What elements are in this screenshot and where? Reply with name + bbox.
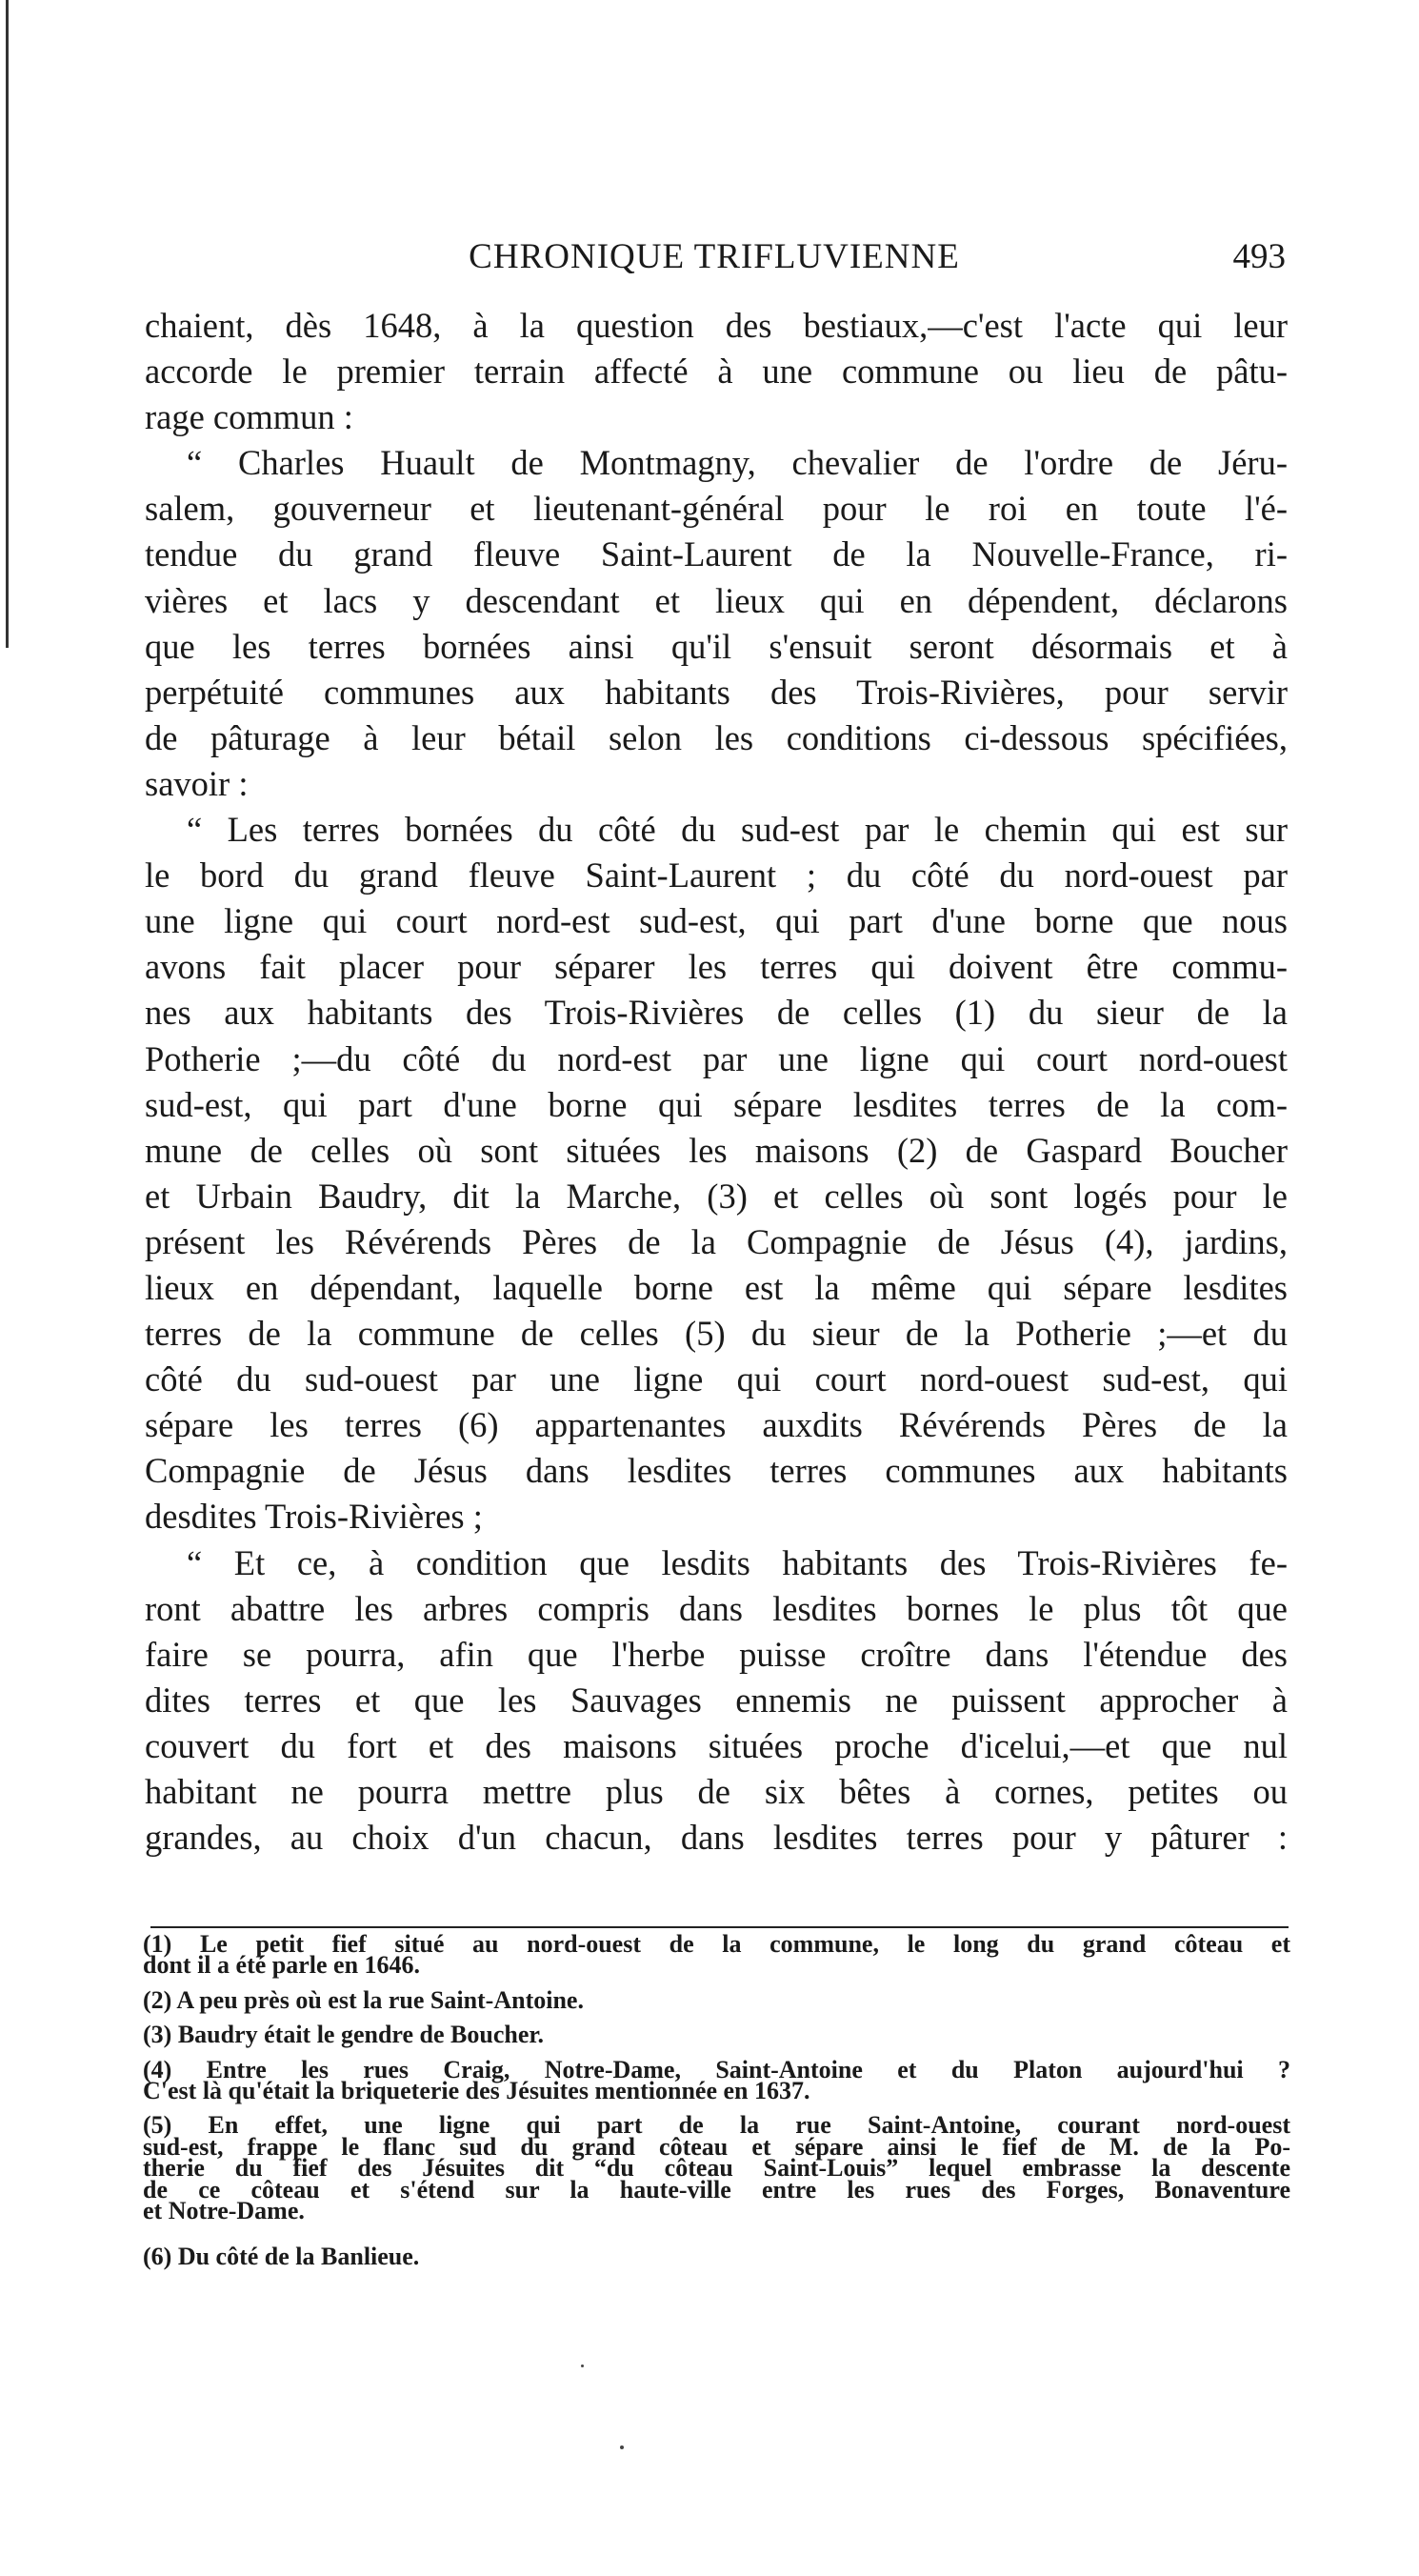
page-speck <box>581 2365 584 2367</box>
body-line: “ Charles Huault de Montmagny, chevalier de l'ordre de Jéru- <box>187 443 1288 483</box>
body-line: couvert du fort et des maisons situées proche d'icelui,—et que nul <box>145 1725 1288 1765</box>
body-line: présent les Révérends Pères de la Compagnie de Jésus (4), jardins, <box>145 1221 1288 1261</box>
body-line: grandes, au choix d'un chacun, dans lesdites terres pour y pâturer : <box>145 1818 1288 1858</box>
body-line: accorde le premier terrain affecté à une commune ou lieu de pâtu- <box>145 352 1288 392</box>
body-line: de pâturage à leur bétail selon les conditions ci-dessous spécifiées, <box>145 717 1288 757</box>
body-line: mune de celles où sont situées les maisons (2) de Gaspard Boucher <box>145 1130 1288 1170</box>
body-line: terres de la commune de celles (5) du sieur de la Potherie ;—et du <box>145 1314 1288 1354</box>
body-line: sud-est, qui part d'une borne qui sépare lesdites terres de la com- <box>145 1084 1288 1124</box>
footnote-line: (4) Entre les rues Craig, Notre-Dame, Saint-Antoine et du Platon aujourd'hui ? <box>143 2055 1290 2083</box>
body-line: dites terres et que les Sauvages ennemis ne puissent approcher à <box>145 1680 1288 1720</box>
body-text <box>145 303 1288 1861</box>
body-line: tendue du grand fleuve Saint-Laurent de la Nouvelle-France, ri- <box>145 534 1288 574</box>
footnote-line: de ce côteau et s'étend sur la haute-ville entre les rues des Forges, Bonaventure <box>143 2175 1290 2204</box>
body-line: “ Les terres bornées du côté du sud-est par le chemin qui est sur <box>187 810 1288 850</box>
binding-edge-line <box>6 0 9 648</box>
running-header <box>143 236 1286 284</box>
body-line: rage commun : <box>145 397 353 437</box>
body-line: perpétuité communes aux habitants des Trois-Rivières, pour servir <box>145 672 1288 712</box>
footnote-line: sud-est, frappe le flanc sud du grand côteau et sépare ainsi le fief de M. de la Po- <box>143 2132 1290 2161</box>
body-line: vières et lacs y descendant et lieux qui en dépendent, déclarons <box>145 580 1288 620</box>
footnote-line: C'est là qu'était la briqueterie des Jésuites mentionnée en 1637. <box>143 2076 810 2104</box>
footnotes <box>143 1930 1290 2271</box>
footnote-line: (3) Baudry était le gendre de Boucher. <box>143 2021 545 2049</box>
body-line: habitant ne pourra mettre plus de six bêtes à cornes, petites ou <box>145 1772 1288 1811</box>
body-line: que les terres bornées ainsi qu'il s'ensuit seront désormais et à <box>145 626 1288 666</box>
page-number: 493 <box>1232 237 1286 276</box>
body-line: côté du sud-ouest par une ligne qui court nord-ouest sud-est, qui <box>145 1359 1288 1399</box>
body-line: chaient, dès 1648, à la question des bestiaux,—c'est l'acte qui leur <box>145 306 1288 345</box>
body-line: Compagnie de Jésus dans lesdites terres communes aux habitants <box>145 1451 1288 1491</box>
body-line: avons fait placer pour séparer les terres qui doivent être commu- <box>145 947 1288 987</box>
footnote-line: (1) Le petit fief situé au nord-ouest de la commune, le long du grand côteau et <box>143 1930 1290 1958</box>
body-line: le bord du grand fleuve Saint-Laurent ; du côté du nord-ouest par <box>145 855 1288 896</box>
body-line: savoir : <box>145 763 249 803</box>
footnote-line: dont il a été parle en 1646. <box>143 1951 421 1980</box>
page-speck <box>620 2445 624 2449</box>
body-line: lieux en dépendant, laquelle borne est la même qui sépare lesdites <box>145 1267 1288 1307</box>
footnote-line: (5) En effet, une ligne qui part de la rue Saint-Antoine, courant nord-ouest <box>143 2111 1290 2140</box>
body-line: desdites Trois-Rivières ; <box>145 1497 483 1537</box>
footnote-line: (6) Du côté de la Banlieue. <box>143 2243 420 2271</box>
body-line: salem, gouverneur et lieutenant-général pour le roi en toute l'é- <box>145 489 1288 529</box>
footnote-line: therie du fief des Jésuites dit “du côteau Saint-Louis” lequel embrasse la descente <box>143 2154 1290 2183</box>
footnote-line: (2) A peu près où est la rue Saint-Antoine. <box>143 1985 584 2014</box>
body-line: et Urbain Baudry, dit la Marche, (3) et celles où sont logés pour le <box>145 1176 1288 1216</box>
body-line: “ Et ce, à condition que lesdits habitants des Trois-Rivières fe- <box>187 1542 1288 1582</box>
footnote-separator <box>150 1926 1289 1928</box>
body-line: une ligne qui court nord-est sud-est, qui part d'une borne que nous <box>145 901 1288 941</box>
body-line: Potherie ;—du côté du nord-est par une ligne qui court nord-ouest <box>145 1038 1288 1078</box>
footnote-line: et Notre-Dame. <box>143 2196 305 2224</box>
body-line: faire se pourra, afin que l'herbe puisse croître dans l'étendue des <box>145 1634 1288 1674</box>
body-line: sépare les terres (6) appartenantes auxdits Révérends Pères de la <box>145 1405 1288 1445</box>
body-line: nes aux habitants des Trois-Rivières de celles (1) du sieur de la <box>145 993 1288 1033</box>
running-title: CHRONIQUE TRIFLUVIENNE <box>469 237 960 276</box>
body-line: ront abattre les arbres compris dans lesdites bornes le plus tôt que <box>145 1588 1288 1628</box>
